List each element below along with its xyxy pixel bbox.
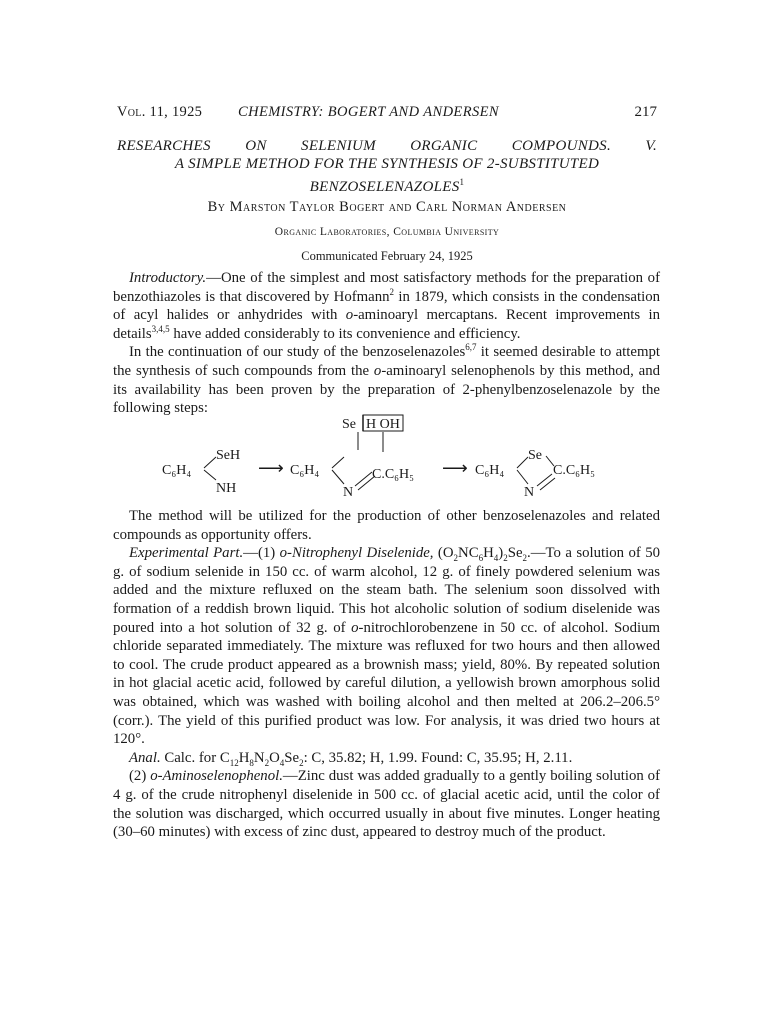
experimental-heading: Experimental Part. <box>129 545 244 562</box>
h-oh-label: H OH <box>366 417 400 432</box>
bond-line <box>204 457 216 468</box>
intro-paragraph: Introductory.—One of the simplest and most satisfactory methods for the preparation of benzothiazoles is that discovered by Hofmann$^2$ in 1879, which consists in the condensation of acyl halides or anhydrides with o-aminoaryl mercaptans. Recent improvements in details$^{3,4,5}$ have added considerably to its convenience and efficiency. <box>113 270 660 342</box>
bond-line <box>517 470 528 484</box>
bond-line <box>204 470 216 480</box>
reaction-scheme <box>140 412 660 502</box>
main-text-block <box>113 507 660 842</box>
bond-line <box>355 472 372 486</box>
bond-line <box>537 474 552 486</box>
bond-line <box>517 457 528 468</box>
intro-block <box>113 269 660 418</box>
c6h4-label: C₆H₄ <box>162 463 192 478</box>
seh-label: SeH <box>216 448 241 463</box>
title-line-2: A SIMPLE METHOD FOR THE SYNTHESIS OF 2-SUBSTITUTED <box>174 156 600 172</box>
n-label: N <box>343 485 354 500</box>
reaction-arrow: ⟶ <box>442 458 468 478</box>
page-number: 217 <box>634 104 657 120</box>
c-c6h5-label: C.C₆H₅ <box>553 463 596 478</box>
running-title: CHEMISTRY: BOGERT AND ANDERSEN <box>238 104 499 120</box>
method-paragraph: The method will be utilized for the production of other benzoselenazoles and related compounds as opportunity offers. <box>113 508 660 543</box>
analysis-label: Anal. <box>129 749 161 766</box>
bond-line <box>540 478 555 490</box>
aminoselenophenol-heading: o-Aminoselenophenol. <box>150 768 283 785</box>
c6h4-label: C₆H₄ <box>290 463 320 478</box>
reference-mark: 3,4,5 <box>151 323 170 334</box>
author-line: By Marston Taylor Bogert and Carl Norman Andersen <box>207 199 567 215</box>
c-c6h5-label: C.C₆H₅ <box>372 467 415 482</box>
affiliation: Organic Laboratories, Columbia University <box>274 226 500 238</box>
volume-label: Vol. 11, 1925 <box>117 104 203 120</box>
reaction-arrow: ⟶ <box>258 458 284 478</box>
nh-label: NH <box>216 481 237 496</box>
intro-heading: Introductory. <box>129 270 207 286</box>
continuation-paragraph: In the continuation of our study of the benzoselenazoles$^{6,7}$ it seemed desirable to attempt the synthesis of such compounds from the o-aminoaryl selenophenols by this method, and its availability has been proven by the preparation of 2-phenylbenzoselenazole by the following steps: <box>113 342 661 417</box>
title-line-3: BENZOSELENAZOLES <box>309 179 460 195</box>
experimental-paragraph: Experimental Part.—(1) o-Nitrophenyl Diselenide, $(O_2NC_6H_4)_2Se_2.—To$ a solution of 50 g. of sodium selenide in 150 cc. of warm alcohol, 12 g. of finely powdered selenium was added and the mixture refluxed on the steam bath. The selenium soon dissolved with formation of a reddish brown liquid. This hot alcoholic solution of sodium diselenide was poured into a hot solution of 32 g. of o-nitrochlorobenzene in 50 cc. of alcohol. Sodium chloride separated immediately. The mixture was refluxed for two hours and then allowed to cool. The crude product appeared as a brownish mass; yield, 80%. By repeated solution in hot glacial acetic acid, followed by careful dilution, a yellowish brown amorphous solid was obtained, which was washed with boiling alcohol and then melted at 206.2–206.5° (corr.). The yield of this purified product was low. For analysis, it was dried two hours at 120°. <box>113 545 661 748</box>
se-label: Se <box>528 448 542 463</box>
aminoselenophenol-paragraph: (2) o-Aminoselenophenol.—Zinc dust was added gradually to a gently boiling solution of 4 g. of the crude nitrophenyl diselenide in 500 cc. of glacial acetic acid, until the color of the solution was discharged, which occurred usually in about five minutes. Longer heating (30–60 minutes) with excess of zinc dust, appeared to destroy much of the product. <box>113 768 661 841</box>
title-footnote-mark: 1 <box>459 177 465 187</box>
reference-mark: 6,7 <box>465 342 477 353</box>
title-line-1: RESEARCHES ON SELENIUM ORGANIC COMPOUNDS. V. <box>117 138 657 154</box>
reference-mark: 2 <box>389 286 395 297</box>
article-title <box>117 137 657 196</box>
bond-line <box>332 470 344 484</box>
se-label: Se <box>342 417 356 432</box>
running-header <box>117 104 657 126</box>
compound-name: o-Nitrophenyl Diselenide, <box>279 545 434 562</box>
n-label: N <box>524 485 535 500</box>
communicated-date: Communicated February 24, 1925 <box>301 249 473 263</box>
analysis-paragraph: Anal. Calc. for $C_{12}H_8N_2O_4Se_2$: C, 35.82; H, 1.99. Found: C, 35.95; H, 2.11. <box>129 749 573 768</box>
c6h4-label: C₆H₄ <box>475 463 505 478</box>
bond-line <box>332 457 344 468</box>
